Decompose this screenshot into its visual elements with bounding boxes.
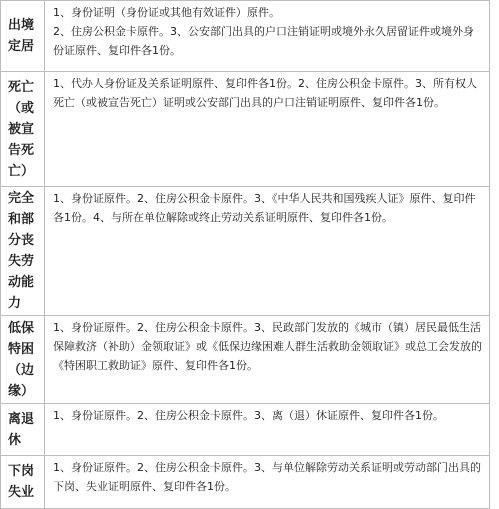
requirements-cell (45, 72, 490, 187)
table-row (1, 72, 490, 187)
requirement-line: 1、身份证明（身份证或其他有效证件）原件。 (53, 6, 280, 19)
requirement-line: 2、住房公积金卡原件。3、公安部门出具的户口注销证明或境外永久居留证件或境外身份证原件、复印件各1份。 (53, 25, 474, 57)
category-cell: 出境定居 (1, 1, 45, 72)
requirement-line: 1、代办人身份证及关系证明原件、复印件各1份。2、住房公积金卡原件。3、所有权人死亡（或被宣告死亡）证明或公安部门出具的户口注销证明原件、复印件各1份。 (53, 77, 477, 109)
requirement-line: 1、身份证原件。2、住房公积金卡原件。3、《中华人民共和国残疾人证》原件、复印件各1份。4、与所在单位解除或终止劳动关系证明原件、复印件各1份。 (53, 192, 476, 224)
requirements-cell (45, 404, 490, 456)
category-cell: 下岗失业 (1, 456, 45, 509)
requirement-line: 1、身份证原件。2、住房公积金卡原件。3、与单位解除劳动关系证明或劳动部门出具的下岗、失业证明原件、复印件各1份。 (53, 461, 481, 493)
requirement-line: 1、身份证原件。2、住房公积金卡原件。3、离（退）休证原件、复印件各1份。 (53, 409, 444, 422)
category-cell: 完全和部分丧失劳动能力 (1, 187, 45, 316)
requirements-cell (45, 187, 490, 316)
table-row (1, 1, 490, 72)
requirements-cell (45, 316, 490, 404)
category-cell: 低保特困（边缘） (1, 316, 45, 404)
category-cell: 死亡（或被宣告死亡） (1, 72, 45, 187)
table-row (1, 316, 490, 404)
table-row (1, 187, 490, 316)
requirements-cell (45, 1, 490, 72)
table-row (1, 456, 490, 509)
requirements-cell (45, 456, 490, 509)
requirement-line: 1、身份证原件。2、住房公积金卡原件。3、民政部门发放的《城市（镇）居民最低生活保障救济（补助）金领取证》或《低保边缘困难人群生活救助金领取证》或总工会发放的《特困职工救助证》原件、复印件各1份。 (53, 321, 482, 372)
table-row (1, 404, 490, 456)
category-cell: 离退休 (1, 404, 45, 456)
